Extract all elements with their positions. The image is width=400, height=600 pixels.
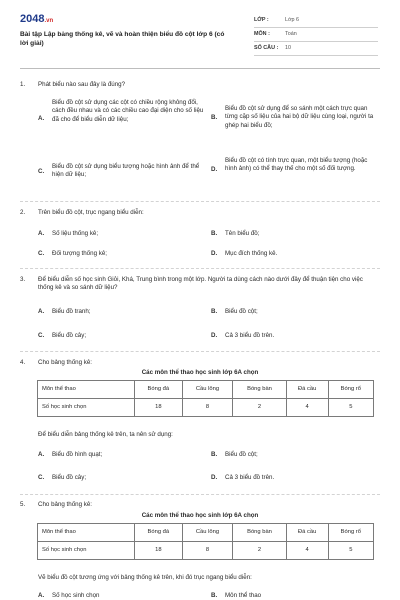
option-letter: A. — [38, 592, 45, 599]
option-letter: A. — [38, 308, 45, 315]
option-b[interactable] — [211, 105, 378, 130]
table-cell: Cầu lông — [182, 381, 233, 399]
question-text: Phát biểu nào sau đây là đúng? — [38, 81, 126, 88]
question-followup: Vẽ biểu đồ cột tương ứng với bảng thống kê trên, khi đó trục ngang biểu diễn: — [38, 574, 252, 581]
table-header-row — [38, 381, 374, 399]
table-cell: Bóng đá — [135, 524, 183, 542]
option-d[interactable] — [211, 332, 371, 340]
table-cell: Cầu lông — [182, 524, 233, 542]
option-letter: A. — [38, 115, 45, 122]
option-letter: A. — [38, 230, 45, 237]
option-text: Đối tượng thống kê; — [52, 250, 107, 257]
option-d[interactable] — [211, 250, 371, 258]
meta-row-count — [254, 42, 378, 56]
table-cell: Môn thể thao — [38, 381, 135, 399]
table-cell: Bóng rổ — [328, 524, 373, 542]
table-header-row — [38, 524, 374, 542]
option-b[interactable] — [211, 451, 371, 459]
document-title: Bài tập Lập bảng thống kê, vẽ và hoàn thiện biểu đồ cột lớp 6 (có lời giải) — [20, 31, 225, 48]
option-a[interactable] — [38, 230, 198, 238]
table-cell: 8 — [182, 542, 233, 560]
table-title: Các môn thể thao học sinh lớp 6A chọn — [141, 512, 259, 519]
option-letter: B. — [211, 308, 218, 315]
table-cell: Bóng rổ — [328, 381, 373, 399]
table-cell: Số học sinh chọn — [38, 542, 135, 560]
option-letter: B. — [211, 451, 218, 458]
option-d[interactable] — [211, 157, 378, 174]
option-text: Biểu đồ cột sử dụng các cột có chiều rộng không đổi, cách đều nhau và có các chiều cao đại diện cho số liệu đã cho để biểu diễn dữ liệu; — [52, 99, 204, 123]
table-cell: Bóng bàn — [233, 381, 286, 399]
option-letter: B. — [211, 592, 218, 599]
question-3 — [20, 276, 380, 293]
option-a[interactable] — [38, 451, 198, 459]
option-b[interactable] — [211, 230, 371, 238]
option-text: Biểu đồ cột; — [225, 451, 258, 458]
table-cell: Môn thể thao — [38, 524, 135, 542]
meta-value: Lớp 6 — [285, 16, 300, 23]
option-text: Biểu đồ cột sử dụng để so sánh một cách trực quan từng cặp số liệu của hai bộ dữ liệu cùng loại, người ta ghép hai biểu đồ; — [225, 105, 374, 129]
question-text: Trên biểu đồ cột, trục ngang biểu diễn: — [38, 209, 144, 216]
meta-row-class — [254, 14, 378, 28]
table-cell: 18 — [135, 542, 183, 560]
question-text: Cho bảng thống kê: — [38, 501, 93, 508]
site-logo[interactable] — [20, 12, 53, 27]
option-b[interactable] — [211, 592, 371, 600]
table-cell: 5 — [328, 542, 373, 560]
question-2 — [20, 209, 380, 217]
table-row — [38, 399, 374, 417]
logo-text: 2048 — [20, 13, 45, 25]
option-text: Môn thể thao — [225, 592, 262, 599]
option-c[interactable] — [38, 332, 198, 340]
logo-suffix: .vn — [44, 18, 54, 24]
table-cell: 8 — [182, 399, 233, 417]
option-letter: B. — [211, 230, 218, 237]
option-text: Cả 3 biểu đồ trên. — [225, 332, 275, 339]
question-number: 2. — [20, 209, 26, 216]
option-d[interactable] — [211, 474, 371, 482]
question-number: 4. — [20, 359, 26, 366]
option-text: Cả 3 biểu đồ trên. — [225, 474, 275, 481]
option-a[interactable] — [38, 592, 198, 600]
option-letter: B. — [211, 114, 218, 121]
option-text: Mục đích thống kê. — [225, 250, 278, 257]
question-divider — [20, 351, 380, 352]
option-letter: C. — [38, 474, 45, 481]
table-cell: Đá cầu — [286, 524, 328, 542]
header-divider — [20, 68, 380, 69]
question-text: Để biểu diễn số học sinh Giỏi, Khá, Trung bình trong một lớp. Người ta dùng cách nào dưới đây để thuận tiện cho việc thống kê và so sánh dữ liệu? — [38, 276, 363, 292]
table-cell: Số học sinh chọn — [38, 399, 135, 417]
option-letter: D. — [211, 474, 218, 481]
table-cell: 5 — [328, 399, 373, 417]
option-text: Biểu đồ cây; — [52, 332, 87, 339]
table-cell: 4 — [286, 399, 328, 417]
option-text: Số học sinh chọn — [52, 592, 100, 599]
question-divider — [20, 268, 380, 269]
table-cell: Bóng bàn — [233, 524, 286, 542]
question-5 — [20, 501, 380, 509]
option-letter: D. — [211, 166, 218, 173]
question-divider — [20, 494, 380, 495]
table-row — [38, 542, 374, 560]
question-number: 5. — [20, 501, 26, 508]
option-letter: C. — [38, 332, 45, 339]
option-c[interactable] — [38, 250, 198, 258]
option-c[interactable] — [38, 474, 198, 482]
option-letter: D. — [211, 250, 218, 257]
option-b[interactable] — [211, 308, 371, 316]
option-letter: A. — [38, 451, 45, 458]
option-letter: C. — [38, 168, 45, 175]
meta-key: MÔN : — [254, 30, 270, 37]
option-text: Biểu đồ cột sử dụng biểu tượng hoặc hình ảnh để thể hiện dữ liệu; — [52, 163, 200, 179]
table-cell: 2 — [233, 399, 286, 417]
table-cell: Đá cầu — [286, 381, 328, 399]
option-text: Biểu đồ hình quạt; — [52, 451, 103, 458]
meta-info — [254, 14, 378, 56]
option-letter: D. — [211, 332, 218, 339]
option-text: Biểu đồ cột có tính trực quan, một biểu tượng (hoặc hình ảnh) có thể thay thế cho một số đối tượng. — [225, 157, 368, 173]
option-text: Số liệu thống kê; — [52, 230, 99, 237]
meta-row-subject — [254, 28, 378, 42]
question-number: 3. — [20, 276, 26, 283]
option-text: Tên biểu đồ; — [225, 230, 260, 237]
option-text: Biểu đồ tranh; — [52, 308, 91, 315]
table-title: Các môn thể thao học sinh lớp 6A chọn — [141, 369, 259, 376]
table-cell: 4 — [286, 542, 328, 560]
table-cell: 18 — [135, 399, 183, 417]
question-text: Cho bảng thống kê: — [38, 359, 93, 366]
question-divider — [20, 201, 380, 202]
stats-table — [37, 380, 374, 417]
meta-key: SỐ CÂU : — [254, 44, 279, 51]
meta-value: Toán — [285, 30, 297, 37]
question-4 — [20, 359, 380, 367]
question-followup: Để biểu diễn bảng thống kê trên, ta nên sử dụng: — [38, 431, 173, 438]
meta-value: 10 — [285, 44, 291, 51]
table-cell: Bóng đá — [135, 381, 183, 399]
table-cell: 2 — [233, 542, 286, 560]
option-c[interactable] — [38, 163, 210, 180]
question-1 — [20, 81, 380, 89]
option-a[interactable] — [38, 308, 198, 316]
option-text: Biểu đồ cột; — [225, 308, 258, 315]
question-number: 1. — [20, 81, 26, 88]
option-text: Biểu đồ cây; — [52, 474, 87, 481]
meta-key: LỚP : — [254, 16, 269, 23]
option-a[interactable] — [38, 99, 210, 124]
option-letter: C. — [38, 250, 45, 257]
stats-table — [37, 523, 374, 560]
